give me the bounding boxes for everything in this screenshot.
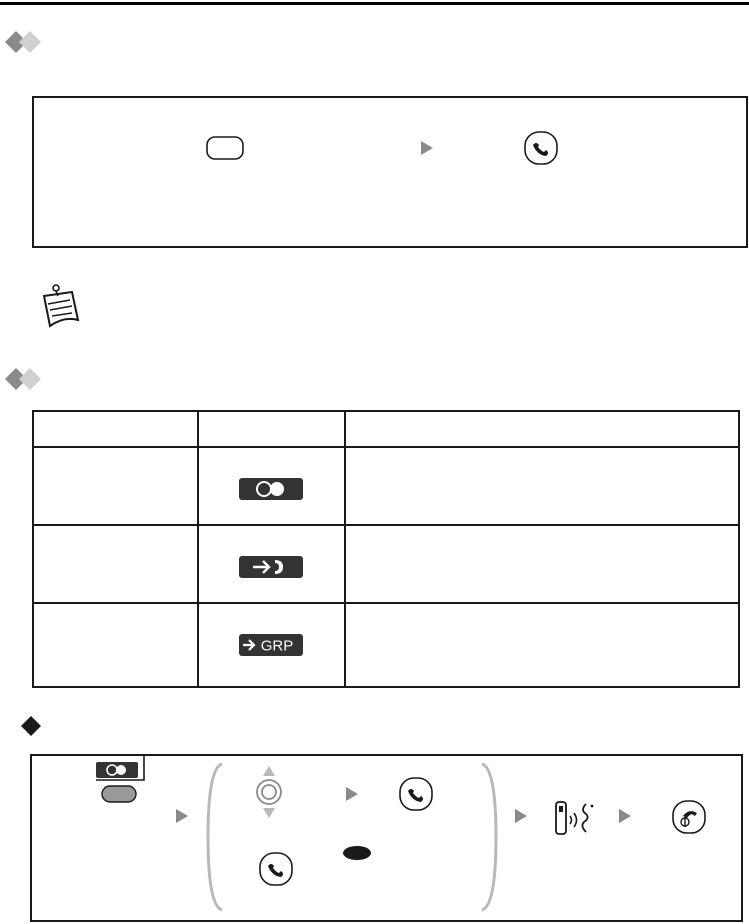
grp-key-label: GRP [260,637,294,655]
arrow-icon [515,809,527,823]
feature-table [32,410,740,688]
arrow-icon [421,141,433,155]
handset-icon [259,852,293,886]
soft-key-icon [206,136,244,160]
arrow-icon [619,809,631,823]
section-marker-icon [5,368,41,390]
bracket-right [480,762,500,912]
forward-to-extension-key-icon [239,556,303,578]
header-rule [0,2,749,5]
arrow-icon [346,787,358,801]
table-row-divider [34,524,738,526]
procedure-box-2 [30,754,743,922]
table-column-divider [344,412,346,686]
table-row-divider [34,602,738,604]
diamond-icon [21,716,41,736]
note-icon [34,282,82,332]
forward-to-group-key-icon [239,634,303,656]
soft-key-icon [342,845,372,861]
arrow-icon [176,809,188,823]
table-header-divider [34,446,738,448]
on-hook-icon [672,800,706,834]
handset-icon [524,131,558,165]
bracket-left [204,762,224,912]
section-marker-icon [5,31,41,53]
table-column-divider [197,412,199,686]
conference-key-icon [239,478,303,500]
navigator-key-icon [254,764,284,820]
conference-key-icon [94,756,150,804]
talk-icon [554,796,598,838]
handset-icon [399,777,433,811]
procedure-box [32,96,748,248]
